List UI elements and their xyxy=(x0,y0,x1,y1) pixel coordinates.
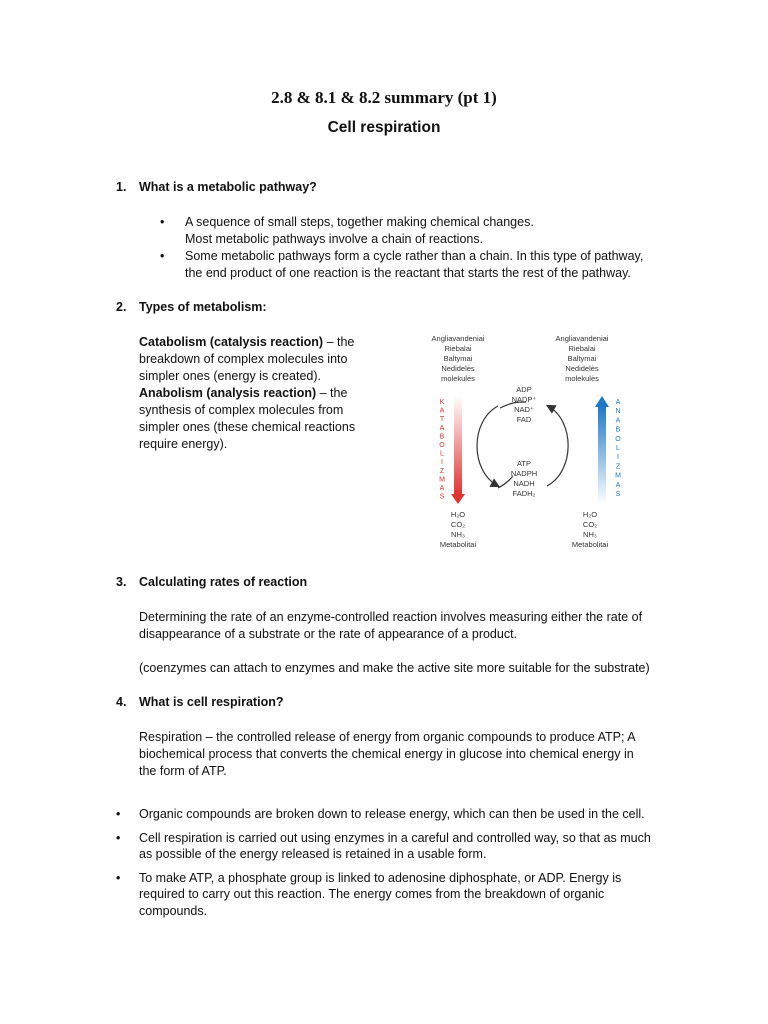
document-subtitle: Cell respiration xyxy=(327,119,441,136)
paragraph-line: disappearance of a substrate or the rate of appearance of a product. xyxy=(139,627,518,641)
cycle-top-label: NADP⁺ xyxy=(511,395,537,404)
q4-number: 4. xyxy=(116,695,127,709)
list-item xyxy=(160,214,680,248)
anabolism-arrow-shaft xyxy=(598,406,606,504)
katabolizmas-letter: Z xyxy=(439,467,445,475)
cycle-bottom-label: NADPH xyxy=(510,469,538,478)
bullet-line: Cell respiration is carried out using enzymes in a careful and controlled way, so that as much xyxy=(139,830,651,845)
anabolizmas-letter: O xyxy=(615,435,621,443)
bullet-icon: • xyxy=(116,870,121,885)
list-item xyxy=(116,870,676,920)
anabolism-def: synthesis of complex molecules from xyxy=(139,403,344,417)
right-bottom-label: CO₂ xyxy=(582,520,598,529)
catabolism-def: breakdown of complex molecules into xyxy=(139,352,348,366)
right-bottom-label: Metabolitai xyxy=(571,540,609,549)
anabolizmas-letter: A xyxy=(615,417,621,425)
right-top-label: Riebalai xyxy=(568,344,596,353)
paragraph-line: Determining the rate of an enzyme-controlled reaction involves measuring either the rate of xyxy=(139,610,643,624)
cycle-top-label: ADP xyxy=(516,385,532,394)
cycle-bottom-label: ATP xyxy=(516,459,532,468)
katabolizmas-letter: K xyxy=(439,399,445,406)
anabolizmas-letter: B xyxy=(615,426,621,434)
anabolism-term: Anabolism (analysis reaction) xyxy=(139,386,317,400)
q4-paragraph xyxy=(139,729,699,780)
q3-heading: Calculating rates of reaction xyxy=(139,575,308,589)
left-top-label: Baltymai xyxy=(443,354,473,363)
left-top-label: Angliavandeniai xyxy=(431,334,485,343)
cycle-top-label: NAD⁺ xyxy=(514,405,534,414)
anabolism-def: require energy). xyxy=(139,437,228,451)
left-top-label: molekulės xyxy=(441,374,475,383)
list-item xyxy=(160,248,680,282)
katabolizmas-letter: T xyxy=(439,416,445,424)
bullet-icon: • xyxy=(116,830,121,845)
bullet-line: compounds. xyxy=(139,903,208,918)
catabolism-arrow-shaft xyxy=(454,396,462,496)
anabolizmas-letter: L xyxy=(616,445,620,452)
katabolizmas-letter: S xyxy=(439,493,445,501)
katabolizmas-letter: A xyxy=(439,485,445,492)
q4-bullet-list xyxy=(116,806,676,926)
paragraph-line: the form of ATP. xyxy=(139,764,227,778)
left-bottom-label: NH₃ xyxy=(451,530,465,539)
metabolism-types-text xyxy=(139,334,399,453)
q2-number: 2. xyxy=(116,300,127,314)
catabolism-arrow-head xyxy=(451,494,465,504)
bullet-line: Organic compounds are broken down to release energy, which can then be used in the cell. xyxy=(139,807,645,821)
metabolism-cycle-figure xyxy=(420,326,630,554)
cycle-bottom-label: NADH xyxy=(513,479,535,488)
left-top-label: Nedidelės xyxy=(441,364,475,373)
katabolizmas-letter: A xyxy=(439,407,445,415)
anabolism-def: – the xyxy=(316,386,348,400)
list-item xyxy=(116,830,676,863)
cycle-top-label: FAD xyxy=(516,415,532,424)
anabolizmas-letter: A xyxy=(615,481,621,489)
list-item xyxy=(116,806,676,823)
cycle-bottom-label: FADH₂ xyxy=(512,489,536,498)
document-title: 2.8 & 8.1 & 8.2 summary (pt 1) xyxy=(271,88,497,107)
right-bottom-label: H₂O xyxy=(582,510,598,519)
katabolizmas-letters xyxy=(439,399,445,501)
q4-heading: What is cell respiration? xyxy=(139,695,284,709)
katabolizmas-letter: L xyxy=(440,450,444,458)
anabolizmas-letter: S xyxy=(615,491,621,498)
anabolizmas-letter: I xyxy=(617,454,619,462)
right-bottom-label: NH₃ xyxy=(583,530,597,539)
anabolizmas-letter: Z xyxy=(615,463,621,471)
anabolizmas-letter: N xyxy=(615,408,621,416)
anabolizmas-letter: M xyxy=(615,472,621,480)
q2-heading: Types of metabolism: xyxy=(139,300,267,314)
q3-paragraph xyxy=(139,609,699,643)
catabolism-def: – the xyxy=(323,335,355,349)
right-top-label: molekulės xyxy=(565,374,599,383)
left-bottom-label: H₂O xyxy=(450,510,466,519)
bullet-line: A sequence of small steps, together making chemical changes. xyxy=(185,215,534,229)
katabolizmas-letter: B xyxy=(439,433,445,441)
bullet-icon: • xyxy=(160,249,165,263)
bullet-line: Some metabolic pathways form a cycle rather than a chain. In this type of pathway, xyxy=(185,249,644,263)
right-top-label: Angliavandeniai xyxy=(555,334,609,343)
bullet-line: To make ATP, a phosphate group is linked to adenosine diphosphate, or ADP. Energy is xyxy=(139,870,622,885)
right-top-label: Baltymai xyxy=(567,354,597,363)
bullet-line: required to carry out this reaction. The energy comes from the breakdown of organic xyxy=(139,887,605,901)
bullet-line: as possible of the energy released is retained in a usable form. xyxy=(139,847,487,861)
katabolizmas-letter: M xyxy=(439,476,445,484)
q1-bullet-list xyxy=(160,214,680,282)
katabolizmas-letter: A xyxy=(439,424,445,432)
anabolism-def: simpler ones (these chemical reactions xyxy=(139,420,356,434)
bullet-line: the end product of one reaction is the reactant that starts the rest of the pathway. xyxy=(185,266,631,280)
anabolizmas-letters xyxy=(615,399,621,498)
anabolizmas-letter: A xyxy=(615,399,621,406)
catabolism-def: simpler ones (energy is created). xyxy=(139,369,322,383)
q1-number: 1. xyxy=(116,180,127,194)
catabolism-term: Catabolism (catalysis reaction) xyxy=(139,335,324,349)
right-top-label: Nedidelės xyxy=(565,364,599,373)
left-top-label: Riebalai xyxy=(444,344,472,353)
q1-heading: What is a metabolic pathway? xyxy=(139,180,317,194)
anabolism-arrow-head xyxy=(595,396,609,407)
cycle-arrow-left xyxy=(477,406,498,486)
cycle-arrow-right xyxy=(547,406,568,486)
left-bottom-label: Metabolitai xyxy=(439,540,477,549)
q3-number: 3. xyxy=(116,575,127,589)
katabolizmas-letter: O xyxy=(439,442,445,449)
bullet-icon: • xyxy=(116,807,121,821)
q3-note: (coenzymes can attach to enzymes and make the active site more suitable for the substrate) xyxy=(139,661,650,675)
paragraph-line: Respiration – the controlled release of energy from organic compounds to produce ATP; A xyxy=(139,730,636,744)
left-bottom-label: CO₂ xyxy=(450,520,466,529)
bullet-icon: • xyxy=(160,215,165,229)
katabolizmas-letter: I xyxy=(441,459,443,467)
bullet-line: Most metabolic pathways involve a chain of reactions. xyxy=(185,232,484,246)
paragraph-line: biochemical process that converts the chemical energy in glucose into chemical energy in xyxy=(139,747,634,761)
